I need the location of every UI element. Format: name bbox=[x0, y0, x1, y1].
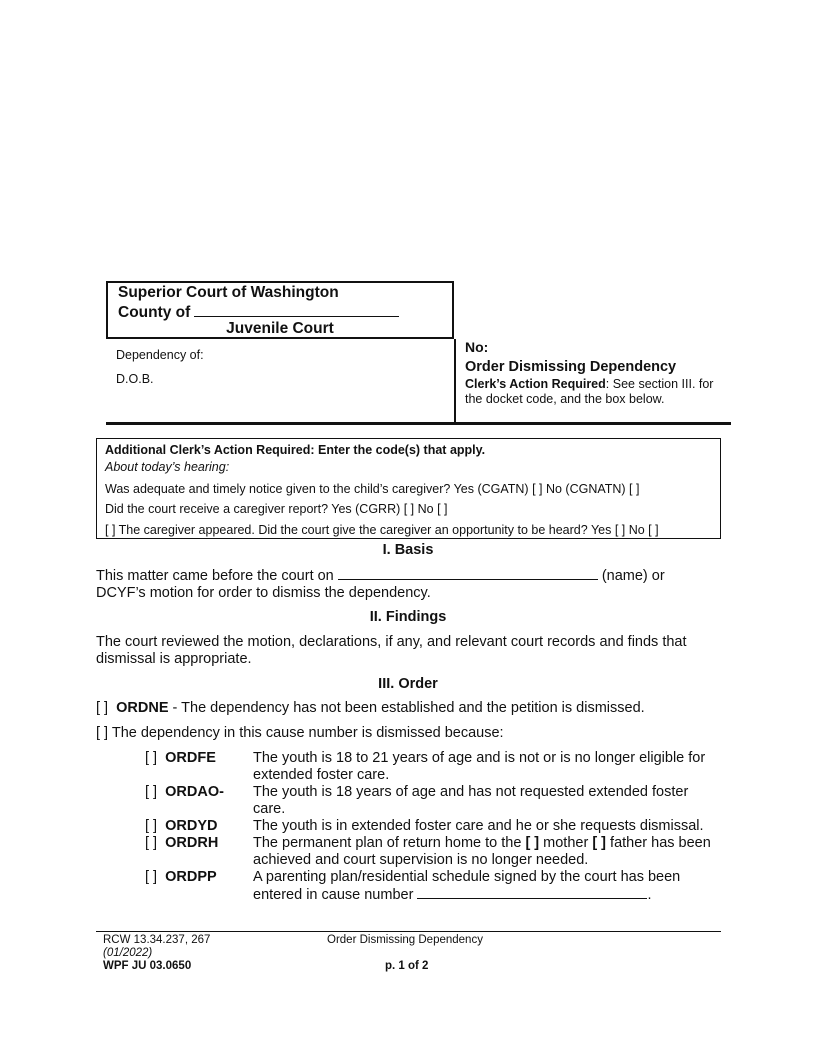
footer-date: (01/2022) bbox=[103, 947, 153, 959]
findings-heading: II. Findings bbox=[369, 609, 447, 625]
name-blank[interactable] bbox=[338, 567, 598, 580]
court-header-box bbox=[106, 281, 454, 339]
caption-divider bbox=[454, 339, 456, 423]
footer-form-number: WPF JU 03.0650 bbox=[103, 960, 192, 972]
caption-bottom-rule bbox=[106, 422, 731, 425]
case-number-label: No: bbox=[465, 339, 489, 355]
findings-text: The court reviewed the motion, declarations, if any, and relevant court records and finds that dismissal is appropriate. bbox=[96, 634, 687, 667]
clerk-box-heading: Additional Clerk’s Action Required: Enter the code(s) that apply. bbox=[105, 443, 486, 457]
dismissed-because-option[interactable]: [ ] The dependency in this cause number is dismissed because: bbox=[96, 725, 504, 741]
caregiver-heard-question[interactable]: [ ] The caregiver appeared. Did the court give the caregiver an opportunity to be heard? Yes [ ] No [ ] bbox=[105, 523, 659, 537]
basis-text: This matter came before the court on (name) or DCYF’s motion for order to dismiss the dependency. bbox=[96, 568, 665, 601]
dependency-of-label: Dependency of: bbox=[116, 348, 204, 362]
dob-label: D.O.B. bbox=[116, 372, 154, 386]
county-line: County of bbox=[118, 302, 399, 322]
footer-title: Order Dismissing Dependency bbox=[327, 934, 483, 946]
juvenile-court-label: Juvenile Court bbox=[226, 320, 334, 337]
caregiver-report-question[interactable]: Did the court receive a caregiver report? Yes (CGRR) [ ] No [ ] bbox=[105, 502, 448, 516]
additional-clerk-action-box bbox=[96, 438, 721, 539]
reasons-list: [ ] ORDFE The youth is 18 to 21 years of age and is not or is no longer eligible for extended foster care. [ ] ORDAO- The youth is 18 years of age and has not requested extended foster care. [ ] ORDYD The youth is in extended foster care and he or she requests dismissal. [ ] ORDRH The permanent plan of return home to the [ ] mother [ ] father has been achieved and court supervision is no longer needed. [ ] ORDPP A parenting plan/residential schedule signed by the court has been entered in cause number . bbox=[145, 750, 711, 903]
cause-number-blank[interactable] bbox=[417, 886, 647, 899]
footer-rule bbox=[96, 931, 721, 932]
footer-page-number: p. 1 of 2 bbox=[385, 960, 429, 972]
form-title: Order Dismissing Dependency bbox=[465, 359, 677, 375]
caregiver-notice-question[interactable]: Was adequate and timely notice given to the child’s caregiver? Yes (CGATN) [ ] No (CGNATN) [ ] bbox=[105, 482, 640, 496]
basis-heading: I. Basis bbox=[382, 542, 434, 558]
clerk-box-subheading: About today’s hearing: bbox=[105, 460, 230, 474]
footer-rcw: RCW 13.34.237, 267 bbox=[103, 934, 211, 946]
county-blank[interactable] bbox=[194, 302, 399, 317]
court-name: Superior Court of Washington bbox=[118, 284, 339, 301]
clerk-action-note: Clerk’s Action Required: See section III. for the docket code, and the box below. bbox=[465, 377, 714, 406]
ordne-option[interactable]: [ ] ORDNE - The dependency has not been established and the petition is dismissed. bbox=[96, 700, 645, 716]
order-heading: III. Order bbox=[378, 676, 438, 692]
